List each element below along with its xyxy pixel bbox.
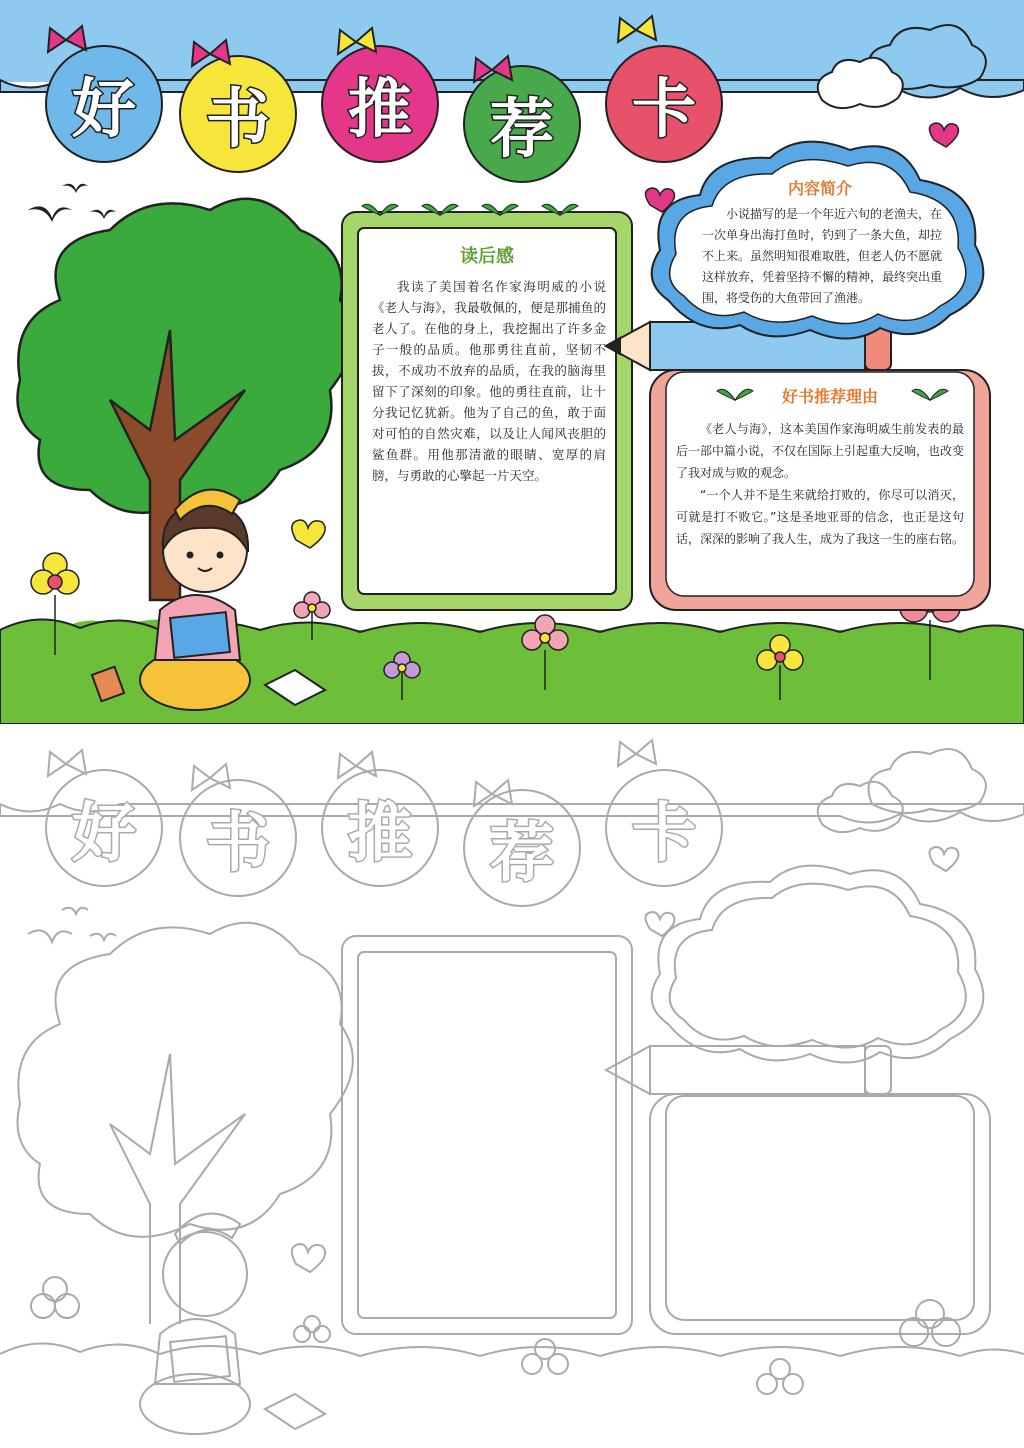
recommend-paragraph-1: 《老人与海》，这本美国作家海明威生前发表的最后一部中篇小说，不仅在国际上引起重大反响，也改变了我对成与败的观念。 [676, 422, 965, 480]
summary-title: 内容简介 [787, 179, 852, 198]
book-outline-icon [265, 1394, 325, 1429]
recommend-title: 好书推荐理由 [781, 387, 878, 406]
outline-title-char-5: 卡 [632, 797, 696, 871]
title-char-1: 好 [72, 73, 136, 147]
title-char-2: 书 [206, 83, 270, 157]
outline-title-char-4: 荐 [490, 817, 554, 891]
outline-poster [0, 724, 1024, 1448]
summary-outline-frame [652, 866, 984, 1063]
recommend-paragraph-2: “一个人并不是生来就给打败的，你尽可以消灭，可就是打不败它。”这是圣地亚哥的信念，也正是这句话，深深的影响了我人生，成为了我这一生的座右铭。 [676, 488, 965, 546]
outline-title-char-1: 好 [72, 797, 136, 871]
outline-title-char-3: 推 [348, 797, 412, 871]
reading-notes-title: 读后感 [460, 246, 514, 267]
reading-notes-paragraph: 我读了美国着名作家海明威的小说《老人与海》，我最敬佩的，便是那捕鱼的老人了。在他的身上，我挖掘出了许多金子一般的品质。他那勇往直前，坚韧不拔，不成功不放弃的品质，在我的脑海里留下了深刻的印象。他的勇往直前，让十分我记忆犹新。他为了自己的鱼，敢于面对可怕的自然灾难，以及让人闻风丧胆的鲨鱼群。用他那清澈的眼睛、宽厚的肩膀，与勇敢的心擎起一片天空。 [372, 279, 606, 483]
outline-title-char-2: 书 [206, 807, 270, 881]
bird-icon [28, 184, 116, 222]
reading-notes-outline-frame [342, 936, 632, 1334]
title-char-5: 卡 [632, 73, 696, 147]
recommend-outline-frame [650, 1094, 990, 1334]
summary-paragraph: 小说描写的是一个年近六旬的老渔夫，在一次单身出海打鱼时，钓到了一条大鱼，却拉不上来。虽然明知很难取胜，但老人仍不愿就这样放弃，凭着坚持不懈的精神，最终突出重围，将受伤的大鱼带回了渔港。 [702, 207, 943, 305]
girl-outline [140, 1214, 250, 1434]
title-char-3: 推 [348, 73, 412, 147]
title-char-4: 荐 [490, 93, 554, 167]
bird-outline-icon [28, 908, 116, 942]
cloud-outline-icon [818, 749, 986, 832]
tree-outline [18, 923, 353, 1324]
reading-notes-text [372, 276, 606, 486]
recommend-text [676, 418, 964, 550]
summary-text [702, 204, 942, 309]
